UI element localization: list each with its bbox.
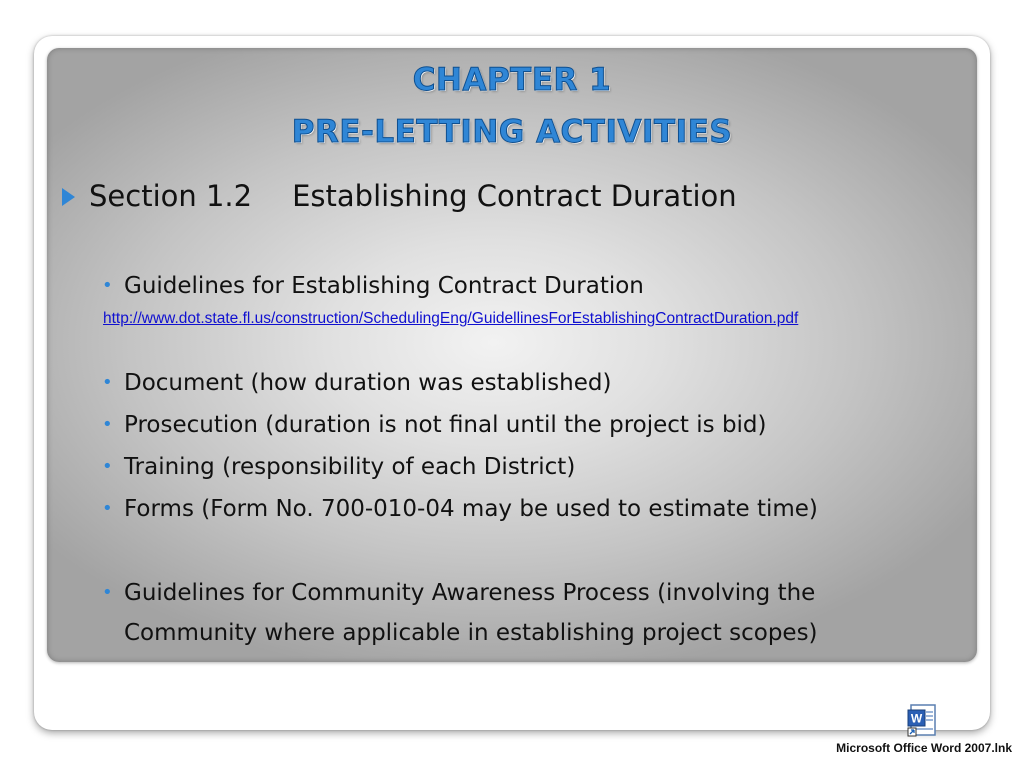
contract-duration-link[interactable]: http://www.dot.state.fl.us/construction/SchedulingEng/GuidellinesForEstablishingContractDuration.pdf <box>103 310 799 327</box>
arrow-bullet-icon <box>62 188 75 206</box>
shortcut-label[interactable]: Microsoft Office Word 2007.lnk <box>836 741 1012 755</box>
list-item <box>102 405 767 445</box>
list-item <box>102 363 611 403</box>
section-heading <box>62 176 737 216</box>
bullet-dot-icon: • <box>102 414 113 435</box>
bullet-text: Guidelines for Establishing Contract Duration <box>124 273 644 299</box>
bullet-text: Forms (Form No. 700-010-04 may be used to estimate time) <box>124 496 818 522</box>
bullet-dot-icon: • <box>102 372 113 393</box>
section-number: Section 1.2 <box>89 179 253 213</box>
bullet-dot-icon: • <box>102 456 113 477</box>
svg-text:W: W <box>910 711 923 726</box>
bullet-text: Prosecution (duration is not final until the project is bid) <box>124 412 767 438</box>
slide-title-chapter: CHAPTER 1 <box>412 62 612 98</box>
bullet-text: Guidelines for Community Awareness Process (involving the Community where applicable in establishing project scopes) <box>124 580 818 646</box>
bullet-text: Document (how duration was established) <box>124 370 612 396</box>
slide-title-activities: PRE-LETTING ACTIVITIES <box>291 114 733 150</box>
bullet-dot-icon: • <box>102 275 113 296</box>
list-item <box>102 266 644 306</box>
list-item <box>102 489 818 529</box>
bullet-dot-icon: • <box>102 498 113 519</box>
word-document-icon <box>906 702 942 738</box>
section-title: Establishing Contract Duration <box>292 179 737 213</box>
list-item <box>102 573 914 653</box>
bullet-dot-icon: • <box>102 582 113 603</box>
word-shortcut-icon[interactable] <box>906 702 942 738</box>
bullet-text: Training (responsibility of each District) <box>124 454 576 480</box>
list-item <box>102 447 575 487</box>
